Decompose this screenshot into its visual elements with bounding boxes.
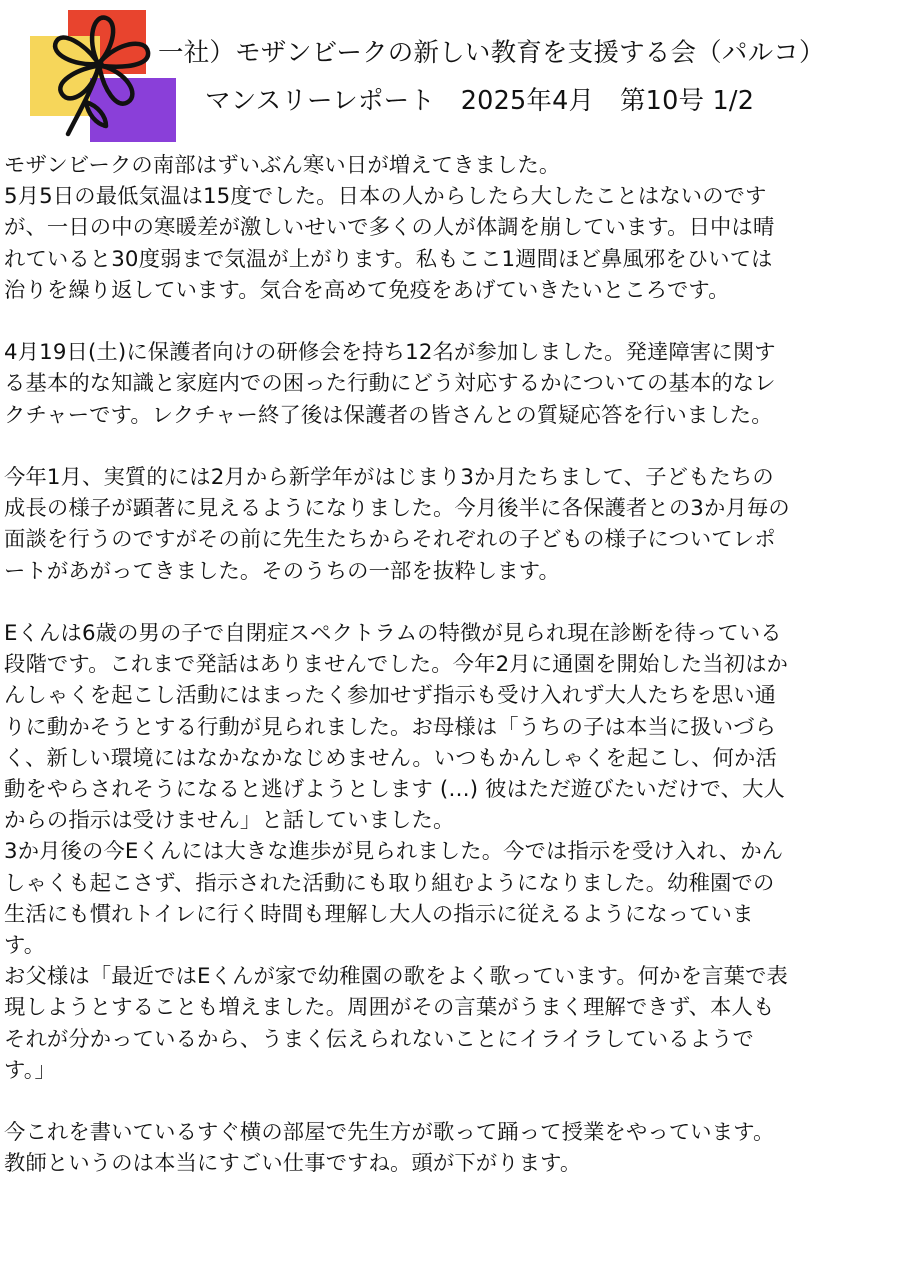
text-line: お父様は「最近ではEくんが家で幼稚園の歌をよく歌っています。何かを言葉で表 [4,964,788,990]
text-line: しゃくも起こさず、指示された活動にも取り組むようになりました。幼稚園での [4,870,775,896]
flower-logo-icon [28,8,178,146]
text-line: 今これを書いているすぐ横の部屋で先生方が歌って踊って授業をやっています。 [4,1120,775,1146]
text-line: れていると30度弱まで気温が上がります。私もここ1週間ほど鼻風邪をひいては [4,246,773,272]
text-line: モザンビークの南部はずいぶん寒い日が増えてきました。 [4,153,561,178]
report-subtitle: マンスリーレポート 2025年4月 第10号 1/2 [205,86,755,116]
text-line: それが分かっているから、うまく伝えられないことにイライラしているようで [4,1026,755,1052]
text-line: Eくんは6歳の男の子で自閉症スペクトラムの特徴が見られ現在診断を待っている [4,621,782,646]
text-line: く、新しい環境にはなかなかなじめません。いつもかんしゃくを起こし、何か活 [4,745,777,771]
paragraph-closing [4,1117,901,1179]
text-line: 面談を行うのですがその前に先生たちからそれぞれの子どもの様子についてレポ [4,527,776,553]
report-body [4,150,901,1180]
text-line: 5月5日の最低気温は15度でした。日本の人からしたら大したことはないのです [4,184,767,210]
text-line: ートがあがってきました。そのうちの一部を抜粋します。 [4,558,560,584]
text-line: 教師というのは本当にすごい仕事ですね。頭が下がります。 [4,1151,582,1177]
text-line: 成長の様子が顕著に見えるようになりました。今月後半に各保護者との3か月毎の [4,496,790,522]
paragraph-case-e [4,618,901,1086]
text-line: 現しようとすることも増えました。周囲がその言葉がうまく理解できず、本人も [4,995,775,1021]
text-line: 3か月後の今Eくんには大きな進歩が見られました。今では指示を受け入れ、かん [4,839,784,865]
text-line: す。」 [4,1057,56,1083]
paragraph-weather [4,150,901,306]
text-line: りに動かそうとする行動が見られました。お母様は「うちの子は本当に扱いづら [4,714,777,740]
paragraph-workshop [4,337,901,431]
report-title: 一社）モザンビークの新しい教育を支援する会（パルコ） [158,38,825,68]
paragraph-new-year [4,462,901,587]
text-line: 今年1月、実質的には2月から新学年がはじまり3か月たちまして、子どもたちの [4,465,774,490]
text-line: 段階です。これまで発話はありませんでした。今年2月に通園を開始した当初はか [4,652,789,678]
text-line: 動をやらされそうになると逃げようとします (…) 彼はただ遊びたいだけで、大人 [4,777,785,803]
text-line: 生活にも慣れトイレに行く時間も理解し大人の指示に従えるようになっていま [4,901,754,927]
text-line: す。 [4,933,46,959]
text-line: 治りを繰り返しています。気合を高めて免疫をあげていきたいところです。 [4,277,730,303]
text-line: んしゃくを起こし活動にはまったく参加せず指示も受け入れず大人たちを思い通 [4,683,777,709]
text-line: からの指示は受けません」と話していました。 [4,808,455,834]
text-line: が、一日の中の寒暖差が激しいせいで多くの人が体調を崩しています。日中は晴 [4,215,775,241]
text-line: る基本的な知識と家庭内での困った行動にどう対応するかについての基本的なレ [4,371,776,397]
report-header [0,0,905,150]
text-line: クチャーです。レクチャー終了後は保護者の皆さんとの質疑応答を行いました。 [4,402,773,428]
text-line: 4月19日(土)に保護者向けの研修会を持ち12名が参加しました。発達障害に関す [4,340,776,366]
